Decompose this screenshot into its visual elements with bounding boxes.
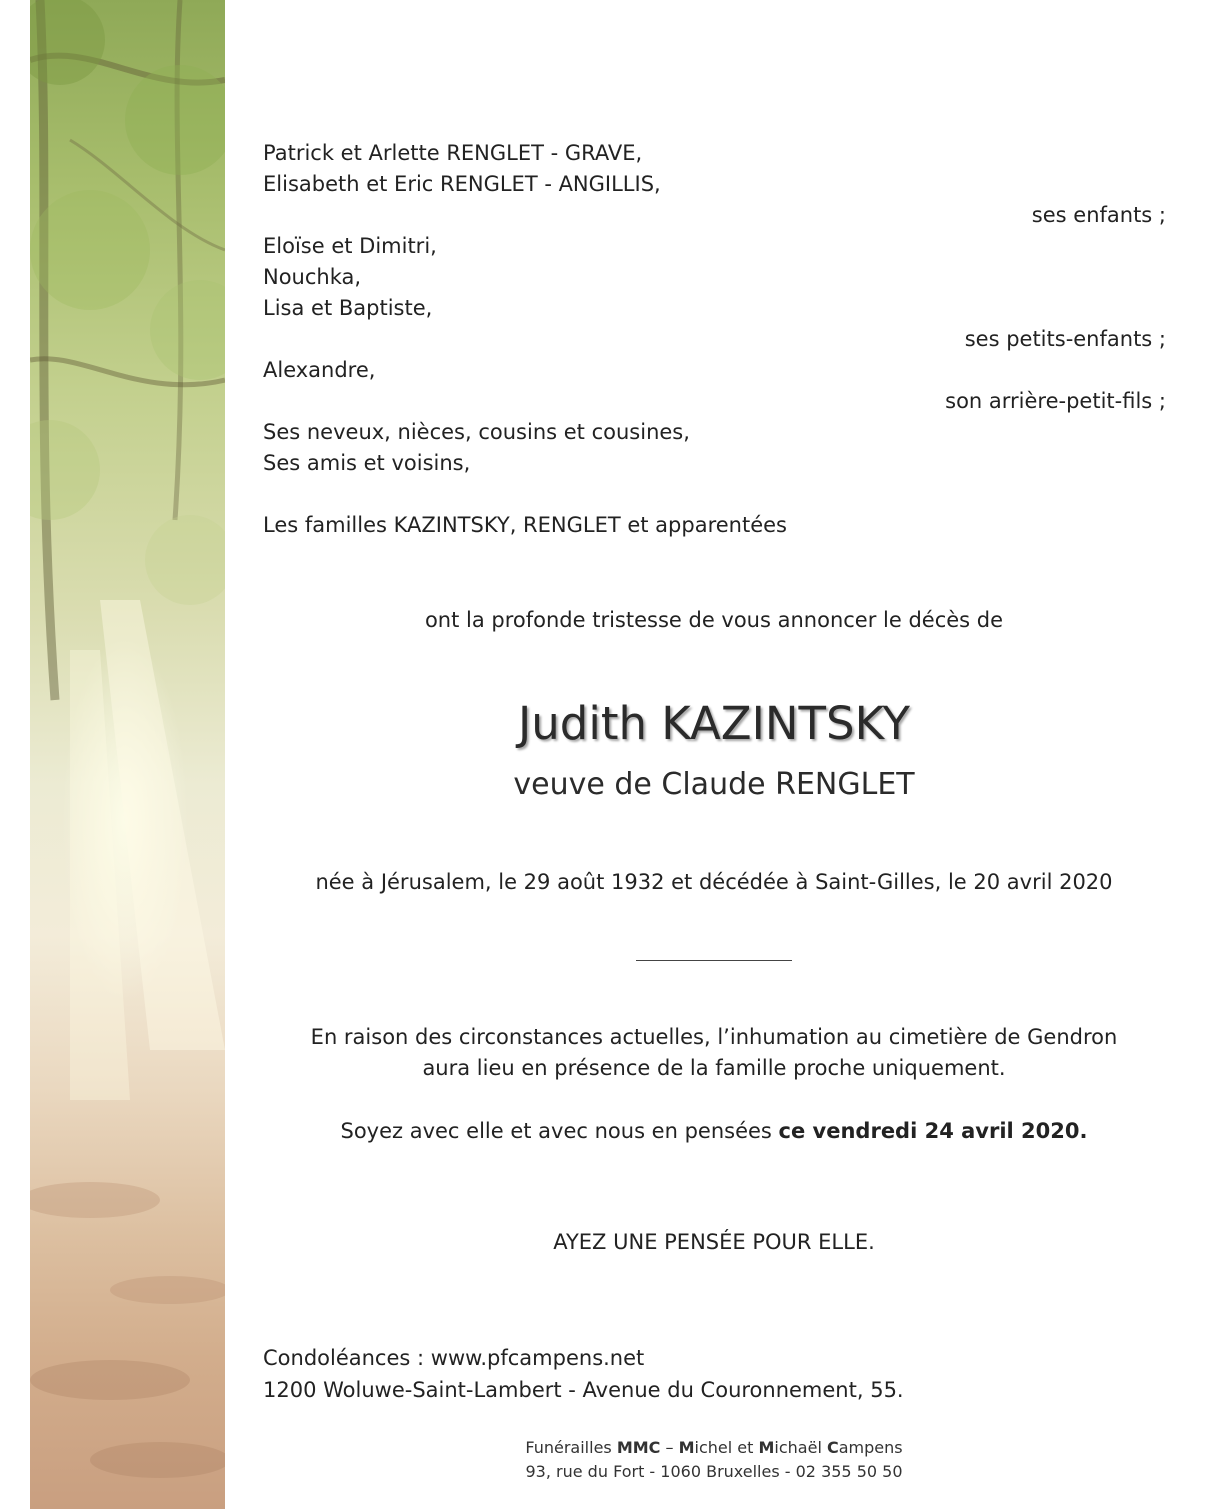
fh-m2: M (758, 1438, 775, 1457)
widow-of: veuve de Claude RENGLET (513, 767, 915, 802)
condolences-address: 1200 Woluwe-Saint-Lambert - Avenue du Couronnement, 55. (263, 1378, 904, 1402)
grandchild-line-1: Eloïse et Dimitri, (263, 234, 437, 258)
fh-prefix: Funérailles (525, 1438, 617, 1457)
fh-ampens: ampens (838, 1438, 903, 1457)
condolences-website: Condoléances : www.pfcampens.net (263, 1346, 645, 1370)
fh-ichel: ichel et (694, 1438, 759, 1457)
fh-dash: – (660, 1438, 679, 1457)
funeral-home-address: 93, rue du Fort - 1060 Bruxelles - 02 355 50 50 (525, 1462, 903, 1481)
forest-path-image (30, 0, 225, 1509)
great-grandchild: Alexandre, (263, 358, 376, 382)
fh-mmc: MMC (616, 1438, 661, 1457)
thoughts-date: ce vendredi 24 avril 2020. (778, 1119, 1088, 1143)
deceased-name: Judith KAZINTSKY (517, 697, 911, 750)
funeral-home-name (225, 1436, 1203, 1460)
forest-scene (30, 0, 225, 1509)
relatives-line-1: Ses neveux, nièces, cousins et cousines, (263, 420, 690, 444)
families-line: Les familles KAZINTSKY, RENGLET et apparentées (263, 513, 787, 537)
child-line-1: Patrick et Arlette RENGLET - GRAVE, (263, 141, 643, 165)
relatives-line-2: Ses amis et voisins, (263, 451, 471, 475)
child-line-2: Elisabeth et Eric RENGLET - ANGILLIS, (263, 172, 661, 196)
great-grandchild-label: son arrière-petit-fils ; (945, 389, 1166, 413)
fh-m1: M (678, 1438, 695, 1457)
grandchild-line-2: Nouchka, (263, 265, 362, 289)
fh-ichael: ichaël (774, 1438, 827, 1457)
fh-c: C (826, 1438, 839, 1457)
children-label: ses enfants ; (1031, 203, 1166, 227)
thoughts-line (225, 1116, 1203, 1147)
separator-line (636, 960, 792, 961)
closing-text: AYEZ UNE PENSÉE POUR ELLE. (553, 1230, 875, 1254)
ceremony-line-1: En raison des circonstances actuelles, l’inhumation au cimetière de Gendron (310, 1025, 1118, 1049)
announcement-text: ont la profonde tristesse de vous annoncer le décès de (424, 608, 1004, 632)
thoughts-prefix: Soyez avec elle et avec nous en pensées (340, 1119, 779, 1143)
grandchildren-label: ses petits-enfants ; (964, 327, 1166, 351)
ceremony-line-2: aura lieu en présence de la famille proche uniquement. (422, 1056, 1006, 1080)
birth-death-line: née à Jérusalem, le 29 août 1932 et décédée à Saint-Gilles, le 20 avril 2020 (315, 870, 1113, 894)
grandchild-line-3: Lisa et Baptiste, (263, 296, 433, 320)
